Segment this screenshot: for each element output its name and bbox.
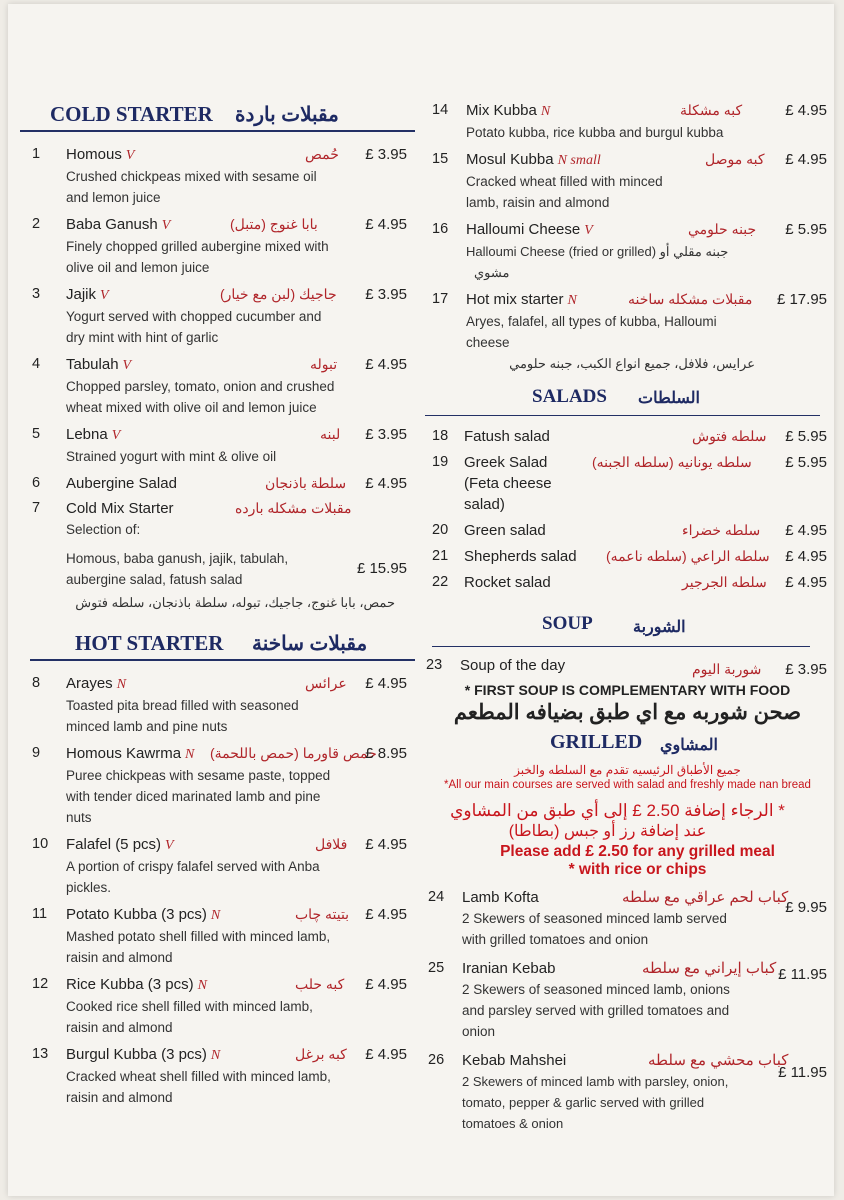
- item-name: Lebna: [66, 426, 108, 443]
- item-number: 17: [432, 291, 449, 307]
- item-name-ar: بابا غنوج (متبل): [230, 216, 318, 232]
- item-description: 2 Skewers of seasoned minced lamb, onions and parsley served with grilled tomatoes and onion: [462, 982, 730, 1039]
- menu-item-detail: [20, 544, 415, 590]
- item-name-ar: حمص قاورما (حمص باللحمة): [210, 745, 377, 761]
- item-name-ar: سلطة باذنجان: [265, 475, 347, 491]
- item-description: Strained yogurt with mint & olive oil: [66, 449, 277, 464]
- left-column: [20, 96, 415, 1114]
- hot-starter-title-ar: مقبلات ساخنة: [252, 633, 368, 655]
- item-name: Mix Kubba: [466, 102, 537, 119]
- menu-item: [20, 743, 415, 828]
- item-price: £ 4.95: [785, 102, 827, 119]
- item-number: 16: [432, 221, 449, 237]
- item-price: £ 4.95: [785, 548, 827, 565]
- item-description: Mashed potato shell filled with minced lamb, raisin and almond: [66, 929, 331, 965]
- item-price: £ 5.95: [785, 221, 827, 238]
- divider: [30, 659, 415, 661]
- item-name-ar: جاجيك (لبن مع خيار): [220, 286, 337, 302]
- item-price: £ 4.95: [365, 675, 407, 692]
- item-number: 1: [32, 146, 41, 162]
- item-number: 23: [426, 657, 443, 673]
- item-number: 18: [432, 428, 449, 444]
- item-number: 10: [32, 836, 49, 852]
- vegetarian-mark: V: [125, 148, 135, 163]
- divider: [20, 130, 415, 132]
- soup-note-ar: صحن شوربه مع اي طبق بضيافه المطعم: [453, 701, 802, 724]
- add-note-ar-2: عند إضافة رز أو جبس (بطاطا): [508, 823, 707, 840]
- nuts-mark: N: [116, 677, 127, 692]
- item-number: 22: [432, 574, 449, 590]
- menu-item: [420, 426, 835, 447]
- item-name-ar: بتيته چاب: [295, 906, 350, 922]
- item-name: Greek Salad (Feta cheese salad): [464, 454, 552, 513]
- item-name-ar: كبه حلب: [295, 976, 345, 992]
- menu-item: [420, 289, 835, 374]
- item-name: Cold Mix Starter: [66, 500, 174, 517]
- item-name-ar: سلطه الجرجير: [682, 574, 767, 590]
- item-name-ar: فلافل: [315, 836, 348, 852]
- item-name-ar: كبه مشكلة: [680, 102, 743, 118]
- item-name-ar: حُمص: [305, 146, 339, 162]
- item-name-ar: عرائس: [305, 675, 347, 691]
- item-name: Shepherds salad: [464, 548, 577, 565]
- item-number: 26: [428, 1052, 445, 1068]
- item-description: Finely chopped grilled aubergine mixed with olive oil and lemon juice: [66, 239, 329, 275]
- item-name: Potato Kubba (3 pcs): [66, 906, 207, 923]
- item-description: 2 Skewers of minced lamb with parsley, onion, tomato, pepper & garlic served with grilled tomatoes & onion: [462, 1074, 729, 1131]
- menu-item: [420, 219, 835, 283]
- vegetarian-mark: V: [584, 223, 593, 238]
- item-name-ar: تبوله: [310, 356, 338, 372]
- item-price: £ 15.95: [356, 560, 407, 577]
- menu-item: [420, 655, 835, 676]
- cold-starter-title: COLD STARTER: [50, 102, 213, 126]
- item-number: 6: [32, 475, 41, 491]
- mix-detail-ar: حمص، بابا غنوج، جاجيك، تبوله، سلطة باذنجان، سلطه فتوش: [75, 595, 395, 610]
- cold-starter-title-ar: مقبلات باردة: [235, 104, 339, 126]
- item-description: Toasted pita bread filled with seasoned minced lamb and pine nuts: [66, 698, 299, 734]
- item-name: Baba Ganush: [66, 216, 158, 233]
- item-price: £ 4.95: [365, 976, 407, 993]
- item-name: Rocket salad: [464, 574, 551, 591]
- item-name-ar: كباب إيراني مع سلطه: [642, 960, 777, 977]
- menu-item: [420, 546, 835, 567]
- item-name: Burgul Kubba (3 pcs): [66, 1046, 207, 1063]
- item-price: £ 4.95: [365, 836, 407, 853]
- add-note-ar: * الرجاء إضافة 2.50 £ إلى أي طبق من المشاوي: [450, 801, 785, 820]
- item-name: Falafel (5 pcs): [66, 836, 162, 853]
- menu-item: [20, 284, 415, 348]
- item-name-ar: كبه برغل: [295, 1046, 347, 1062]
- vegetarian-mark: V: [111, 428, 121, 443]
- item-price: £ 5.95: [785, 428, 827, 445]
- item-name: Rice Kubba (3 pcs): [66, 976, 194, 993]
- menu-item: [420, 149, 835, 213]
- mix-detail: Homous, baba ganush, jajik, tabulah, aubergine salad, fatush salad: [66, 551, 289, 587]
- item-price: £ 9.95: [785, 899, 827, 916]
- grilled-title: GRILLED: [550, 731, 643, 753]
- menu-item: [20, 834, 415, 898]
- soup-header: [420, 607, 835, 647]
- item-description: Yogurt served with chopped cucumber and dry mint with hint of garlic: [66, 309, 322, 345]
- vegetarian-mark: V: [161, 218, 171, 233]
- item-number: 3: [32, 286, 41, 302]
- item-number: 7: [32, 500, 41, 516]
- menu-item: [420, 520, 835, 541]
- item-name: Arayes: [66, 675, 113, 692]
- item-price: £ 3.95: [785, 661, 827, 678]
- item-description: 2 Skewers of seasoned minced lamb served with grilled tomatoes and onion: [462, 911, 727, 947]
- item-description: Aryes, falafel, all types of kubba, Halloumi cheese: [466, 314, 717, 350]
- item-description: Chopped parsley, tomato, onion and crushed wheat mixed with olive oil and lemon juice: [66, 379, 335, 415]
- item-number: 24: [428, 889, 445, 905]
- item-price: £ 3.95: [365, 426, 407, 443]
- add-note: Please add £ 2.50 for any grilled meal: [500, 843, 775, 860]
- item-number: 12: [32, 976, 49, 992]
- item-description: Cracked wheat shell filled with minced lamb, raisin and almond: [66, 1069, 331, 1105]
- item-number: 20: [432, 522, 449, 538]
- item-price: £ 4.95: [785, 522, 827, 539]
- divider: [425, 415, 820, 417]
- menu-item: [20, 498, 415, 540]
- item-price: £ 3.95: [365, 146, 407, 163]
- item-price: £ 4.95: [365, 1046, 407, 1063]
- item-price: £ 4.95: [365, 356, 407, 373]
- item-number: 25: [428, 960, 445, 976]
- divider: [432, 646, 810, 648]
- item-price: £ 11.95: [778, 966, 827, 983]
- hot-starter-header: [20, 631, 415, 661]
- menu-item: [20, 424, 415, 467]
- item-number: 4: [32, 356, 41, 372]
- salads-title: SALADS: [532, 386, 607, 407]
- soup-title: SOUP: [542, 613, 593, 634]
- item-number: 11: [32, 906, 48, 922]
- item-name: Jajik: [66, 286, 97, 303]
- item-name-ar: سلطه يونانيه (سلطه الجبنه): [592, 454, 752, 470]
- item-number: 5: [32, 426, 41, 442]
- menu-item: [420, 1050, 835, 1134]
- menu-item: [420, 887, 835, 950]
- menu-item: [20, 673, 415, 737]
- item-price: £ 17.95: [776, 291, 827, 308]
- menu-item: [420, 100, 835, 143]
- item-description: Crushed chickpeas mixed with sesame oil and lemon juice: [66, 169, 317, 205]
- item-price: £ 5.95: [785, 454, 827, 471]
- item-name: Soup of the day: [460, 657, 566, 674]
- cold-starter-header: [20, 96, 415, 132]
- item-name: Hot mix starter: [466, 291, 564, 308]
- item-name: Aubergine Salad: [66, 475, 177, 492]
- grilled-title-ar: المشاوي: [660, 737, 718, 754]
- item-description: Puree chickpeas with sesame paste, topped with tender diced marinated lamb and pine nuts: [66, 768, 331, 825]
- item-name-ar: لبنه: [320, 426, 341, 442]
- nuts-mark: N: [197, 978, 207, 993]
- item-description: A portion of crispy falafel served with Anba pickles.: [66, 859, 320, 895]
- item-name-ar: سلطه فتوش: [692, 428, 767, 444]
- item-name: Green salad: [464, 522, 546, 539]
- menu-item: [20, 1044, 415, 1108]
- right-column: [420, 100, 835, 1140]
- item-name: Kebab Mahshei: [462, 1052, 567, 1069]
- item-price: £ 3.95: [365, 286, 407, 303]
- item-name: Homous: [66, 146, 122, 163]
- item-name: Halloumi Cheese: [466, 221, 581, 238]
- item-description-ar: جبنه مقلي أو مشوي: [474, 244, 729, 280]
- menu-item: [20, 904, 415, 968]
- grilled-header: [420, 727, 835, 759]
- nuts-mark: N: [567, 293, 577, 308]
- item-price: £ 8.95: [365, 745, 407, 762]
- item-name-ar: كبه موصل: [705, 151, 765, 167]
- soup-title-ar: الشوربة: [633, 619, 686, 636]
- grilled-intro: *All our main courses are served with salad and freshly made nan bread: [444, 779, 811, 791]
- item-name: Homous Kawrma: [66, 745, 182, 762]
- soup-note: * FIRST SOUP IS COMPLEMENTARY WITH FOOD: [464, 682, 791, 698]
- item-name-ar: جبنه حلومي: [688, 221, 757, 237]
- item-price: £ 4.95: [365, 906, 407, 923]
- menu-item: [20, 974, 415, 1038]
- vegetarian-mark: V: [165, 838, 174, 853]
- item-name-ar: سلطه خضراء: [682, 522, 761, 538]
- item-name: Iranian Kebab: [462, 960, 556, 977]
- item-name: Mosul Kubba: [466, 151, 554, 168]
- item-description: Cracked wheat filled with minced lamb, raisin and almond: [466, 174, 663, 210]
- item-name-ar: سلطه الراعي (سلطه ناعمه): [606, 548, 770, 564]
- hot-starter-title: HOT STARTER: [75, 631, 224, 655]
- menu-item: [20, 144, 415, 208]
- vegetarian-mark: V: [122, 358, 132, 373]
- item-number: 9: [32, 745, 41, 761]
- nuts-mark: N: [185, 747, 195, 762]
- item-number: 13: [32, 1046, 49, 1062]
- item-number: 2: [32, 216, 41, 232]
- item-description-ar: عرايس، فلافل، جميع انواع الكبب، جبنه حلومي: [509, 356, 755, 371]
- item-name-ar: شوربة اليوم: [692, 661, 762, 677]
- vegetarian-mark: V: [100, 288, 109, 303]
- item-name-ar: كباب محشي مع سلطه: [648, 1052, 789, 1069]
- item-name-ar: مقبلات مشكله ساخنه: [628, 291, 753, 307]
- item-number: 8: [32, 675, 41, 691]
- menu-item: [420, 572, 835, 593]
- item-name: Lamb Kofta: [462, 889, 539, 906]
- item-price: £ 11.95: [778, 1064, 827, 1081]
- menu-item: [20, 473, 415, 494]
- item-description: Selection of:: [66, 522, 141, 537]
- nuts-mark: N: [210, 908, 221, 923]
- item-name: Fatush salad: [464, 428, 550, 445]
- menu-item: [420, 958, 835, 1042]
- menu-item: [420, 452, 835, 515]
- menu-item: [20, 354, 415, 418]
- menu-item-detail-ar: [20, 592, 415, 613]
- menu-item: [20, 214, 415, 278]
- salads-header: [420, 382, 835, 416]
- nuts-mark: N: [540, 104, 551, 119]
- item-price: £ 4.95: [785, 574, 827, 591]
- item-number: 19: [432, 454, 449, 470]
- add-note-2: * with rice or chips: [568, 861, 707, 878]
- item-price: £ 4.95: [365, 475, 407, 492]
- nuts-mark: N small: [557, 153, 601, 168]
- item-number: 14: [432, 102, 449, 118]
- item-name-ar: مقبلات مشكله بارده: [235, 500, 352, 516]
- item-name-ar: كباب لحم عراقي مع سلطه: [622, 889, 789, 906]
- salads-title-ar: السلطات: [638, 390, 700, 407]
- item-price: £ 4.95: [365, 216, 407, 233]
- item-description: Halloumi Cheese (fried or grilled): [466, 244, 657, 259]
- item-description: Potato kubba, rice kubba and burgul kubba: [466, 125, 724, 140]
- item-price: £ 4.95: [785, 151, 827, 168]
- grilled-intro-ar: جميع الأطباق الرئيسيه تقدم مع السلطه والخبز: [514, 763, 741, 777]
- item-number: 15: [432, 151, 449, 167]
- item-name: Tabulah: [66, 356, 119, 373]
- item-description: Cooked rice shell filled with minced lamb, raisin and almond: [66, 999, 313, 1035]
- item-number: 21: [432, 548, 449, 564]
- nuts-mark: N: [210, 1048, 221, 1063]
